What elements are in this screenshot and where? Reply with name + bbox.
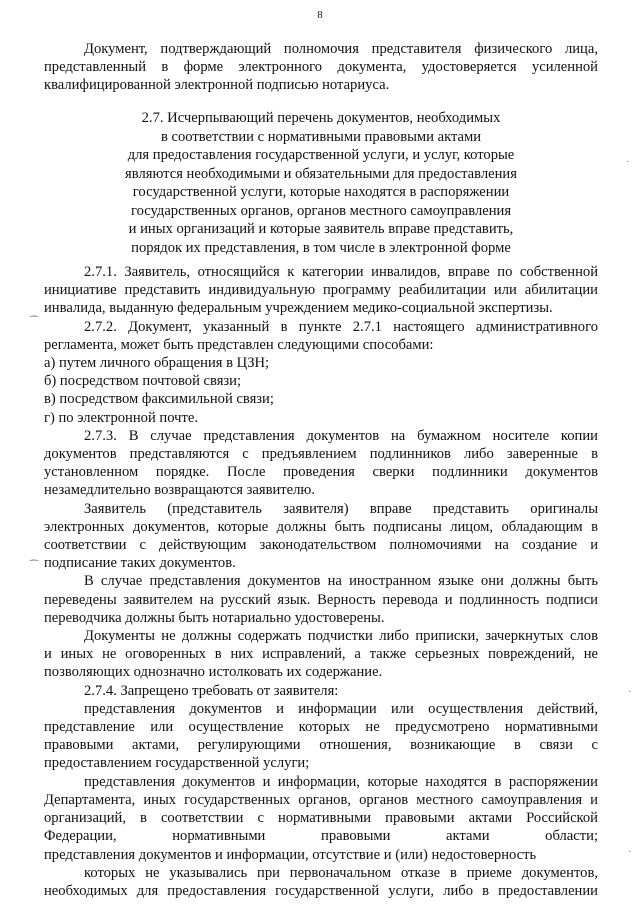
text-line: организаций, в соответствии с нормативными правовыми актами Российской bbox=[44, 810, 598, 827]
scan-mark: ⁀ bbox=[30, 317, 39, 328]
heading-line: порядок их представления, в том числе в электронной форме bbox=[131, 239, 511, 256]
text-line: 2.7.2. Документ, указанный в пункте 2.7.1 настоящего административного bbox=[84, 318, 598, 335]
heading-line: и иных организаций и которые заявитель вправе представить, bbox=[128, 221, 514, 237]
scan-mark: · bbox=[628, 687, 632, 698]
text-line: 2.7.3. В случае представления документов на бумажном носителе копии bbox=[84, 427, 598, 444]
text-line: инициативе представить индивидуальную программу реабилитации или абилитации bbox=[44, 282, 598, 299]
text-line: позволяющих однозначно истолковать их содержание. bbox=[44, 664, 383, 681]
text-line: Документ, подтверждающий полномочия представителя физического лица, bbox=[84, 41, 598, 57]
text-line: Заявитель (представитель заявителя) вправе представить оригиналы bbox=[84, 500, 598, 517]
text-line: переводчика должны быть нотариально удостоверены. bbox=[44, 609, 385, 626]
text-line: установленном порядке. После проведения сверки подлинники документов bbox=[44, 464, 598, 481]
page-number: 8 bbox=[317, 9, 323, 21]
section-heading bbox=[44, 109, 598, 257]
text-line: переведены заявителем на русский язык. Верность перевода и подлинность подписи bbox=[44, 591, 598, 608]
text-line: квалифицированной электронной подписью нотариуса. bbox=[44, 77, 390, 94]
text-line: необходимых для предоставления государственной услуги, либо в предоставлении bbox=[44, 882, 598, 899]
heading-line: для предоставления государственной услуги, и услуг, которые bbox=[127, 147, 515, 163]
text-line: 2.7.4. Запрещено требовать от заявителя: bbox=[84, 682, 339, 699]
text-line: Федерации, нормативными правовыми актами области; bbox=[44, 828, 598, 845]
heading-line: государственной услуги, которые находятся в распоряжении bbox=[132, 184, 510, 200]
text-line: В случае представления документов на иностранном языке они должны быть bbox=[84, 573, 598, 590]
text-line: и иных не оговоренных в них исправлений, а также серьезных повреждений, не bbox=[44, 646, 598, 663]
text-line: 2.7.1. Заявитель, относящийся к категории инвалидов, вправе по собственной bbox=[84, 264, 598, 280]
text-line: которых не указывались при первоначальном отказе в приеме документов, bbox=[84, 864, 598, 881]
list-item: г) по электронной почте. bbox=[44, 409, 199, 426]
list-item: в) посредством факсимильной связи; bbox=[44, 391, 274, 408]
text-line: представленный в форме электронного документа, удостоверяется усиленной bbox=[44, 59, 598, 76]
text-line: соответствии с действующим законодательством полномочиями на создание и bbox=[44, 537, 598, 554]
heading-line: в соответствии с нормативными правовыми актами bbox=[160, 128, 482, 145]
text-line: правовыми актами, регулирующими отношения, возникающие в связи с bbox=[44, 737, 598, 754]
text-line: представление или осуществление которых не предусмотрено нормативными bbox=[44, 719, 598, 736]
body-text bbox=[44, 263, 598, 900]
scan-mark: ⁀ bbox=[30, 561, 39, 572]
text-line: предоставлением государственной услуги; bbox=[44, 755, 310, 772]
paragraph-authority-doc bbox=[44, 40, 598, 95]
text-line: регламента, может быть представлен следующими способами: bbox=[44, 336, 434, 353]
heading-line: 2.7. Исчерпывающий перечень документов, необходимых bbox=[141, 110, 501, 126]
list-item: б) посредством почтовой связи; bbox=[44, 373, 242, 390]
text-line: Документы не должны содержать подчистки либо приписки, зачеркнутых слов bbox=[84, 628, 598, 645]
text-line: представления документов и информации или осуществления действий, bbox=[84, 700, 598, 717]
text-line: представления документов и информации, которые находятся в распоряжении bbox=[84, 773, 598, 790]
text-line: документов представляются с предъявлением подлинников либо заверенные в bbox=[44, 446, 598, 463]
text-line: инвалида, выданную федеральным учреждением медико-социальной экспертизы. bbox=[44, 300, 553, 317]
heading-line: являются необходимыми и обязательными для предоставления bbox=[125, 165, 517, 182]
list-item: а) путем личного обращения в ЦЗН; bbox=[44, 355, 270, 372]
text-line: незамедлительно возвращаются заявителю. bbox=[44, 482, 315, 499]
heading-line: государственных органов, органов местного самоуправления bbox=[130, 202, 512, 219]
text-line: электронных документов, которые должны быть подписаны лицом, обладающим в bbox=[44, 518, 598, 535]
text-line: представления документов и информации, отсутствие и (или) недостоверность bbox=[44, 846, 537, 863]
text-line: подписание таких документов. bbox=[44, 555, 236, 572]
scan-mark: · bbox=[628, 847, 632, 858]
scan-mark: · bbox=[626, 157, 630, 168]
text-line: Департамента, иных государственных органов, органов местного самоуправления и bbox=[44, 791, 598, 808]
